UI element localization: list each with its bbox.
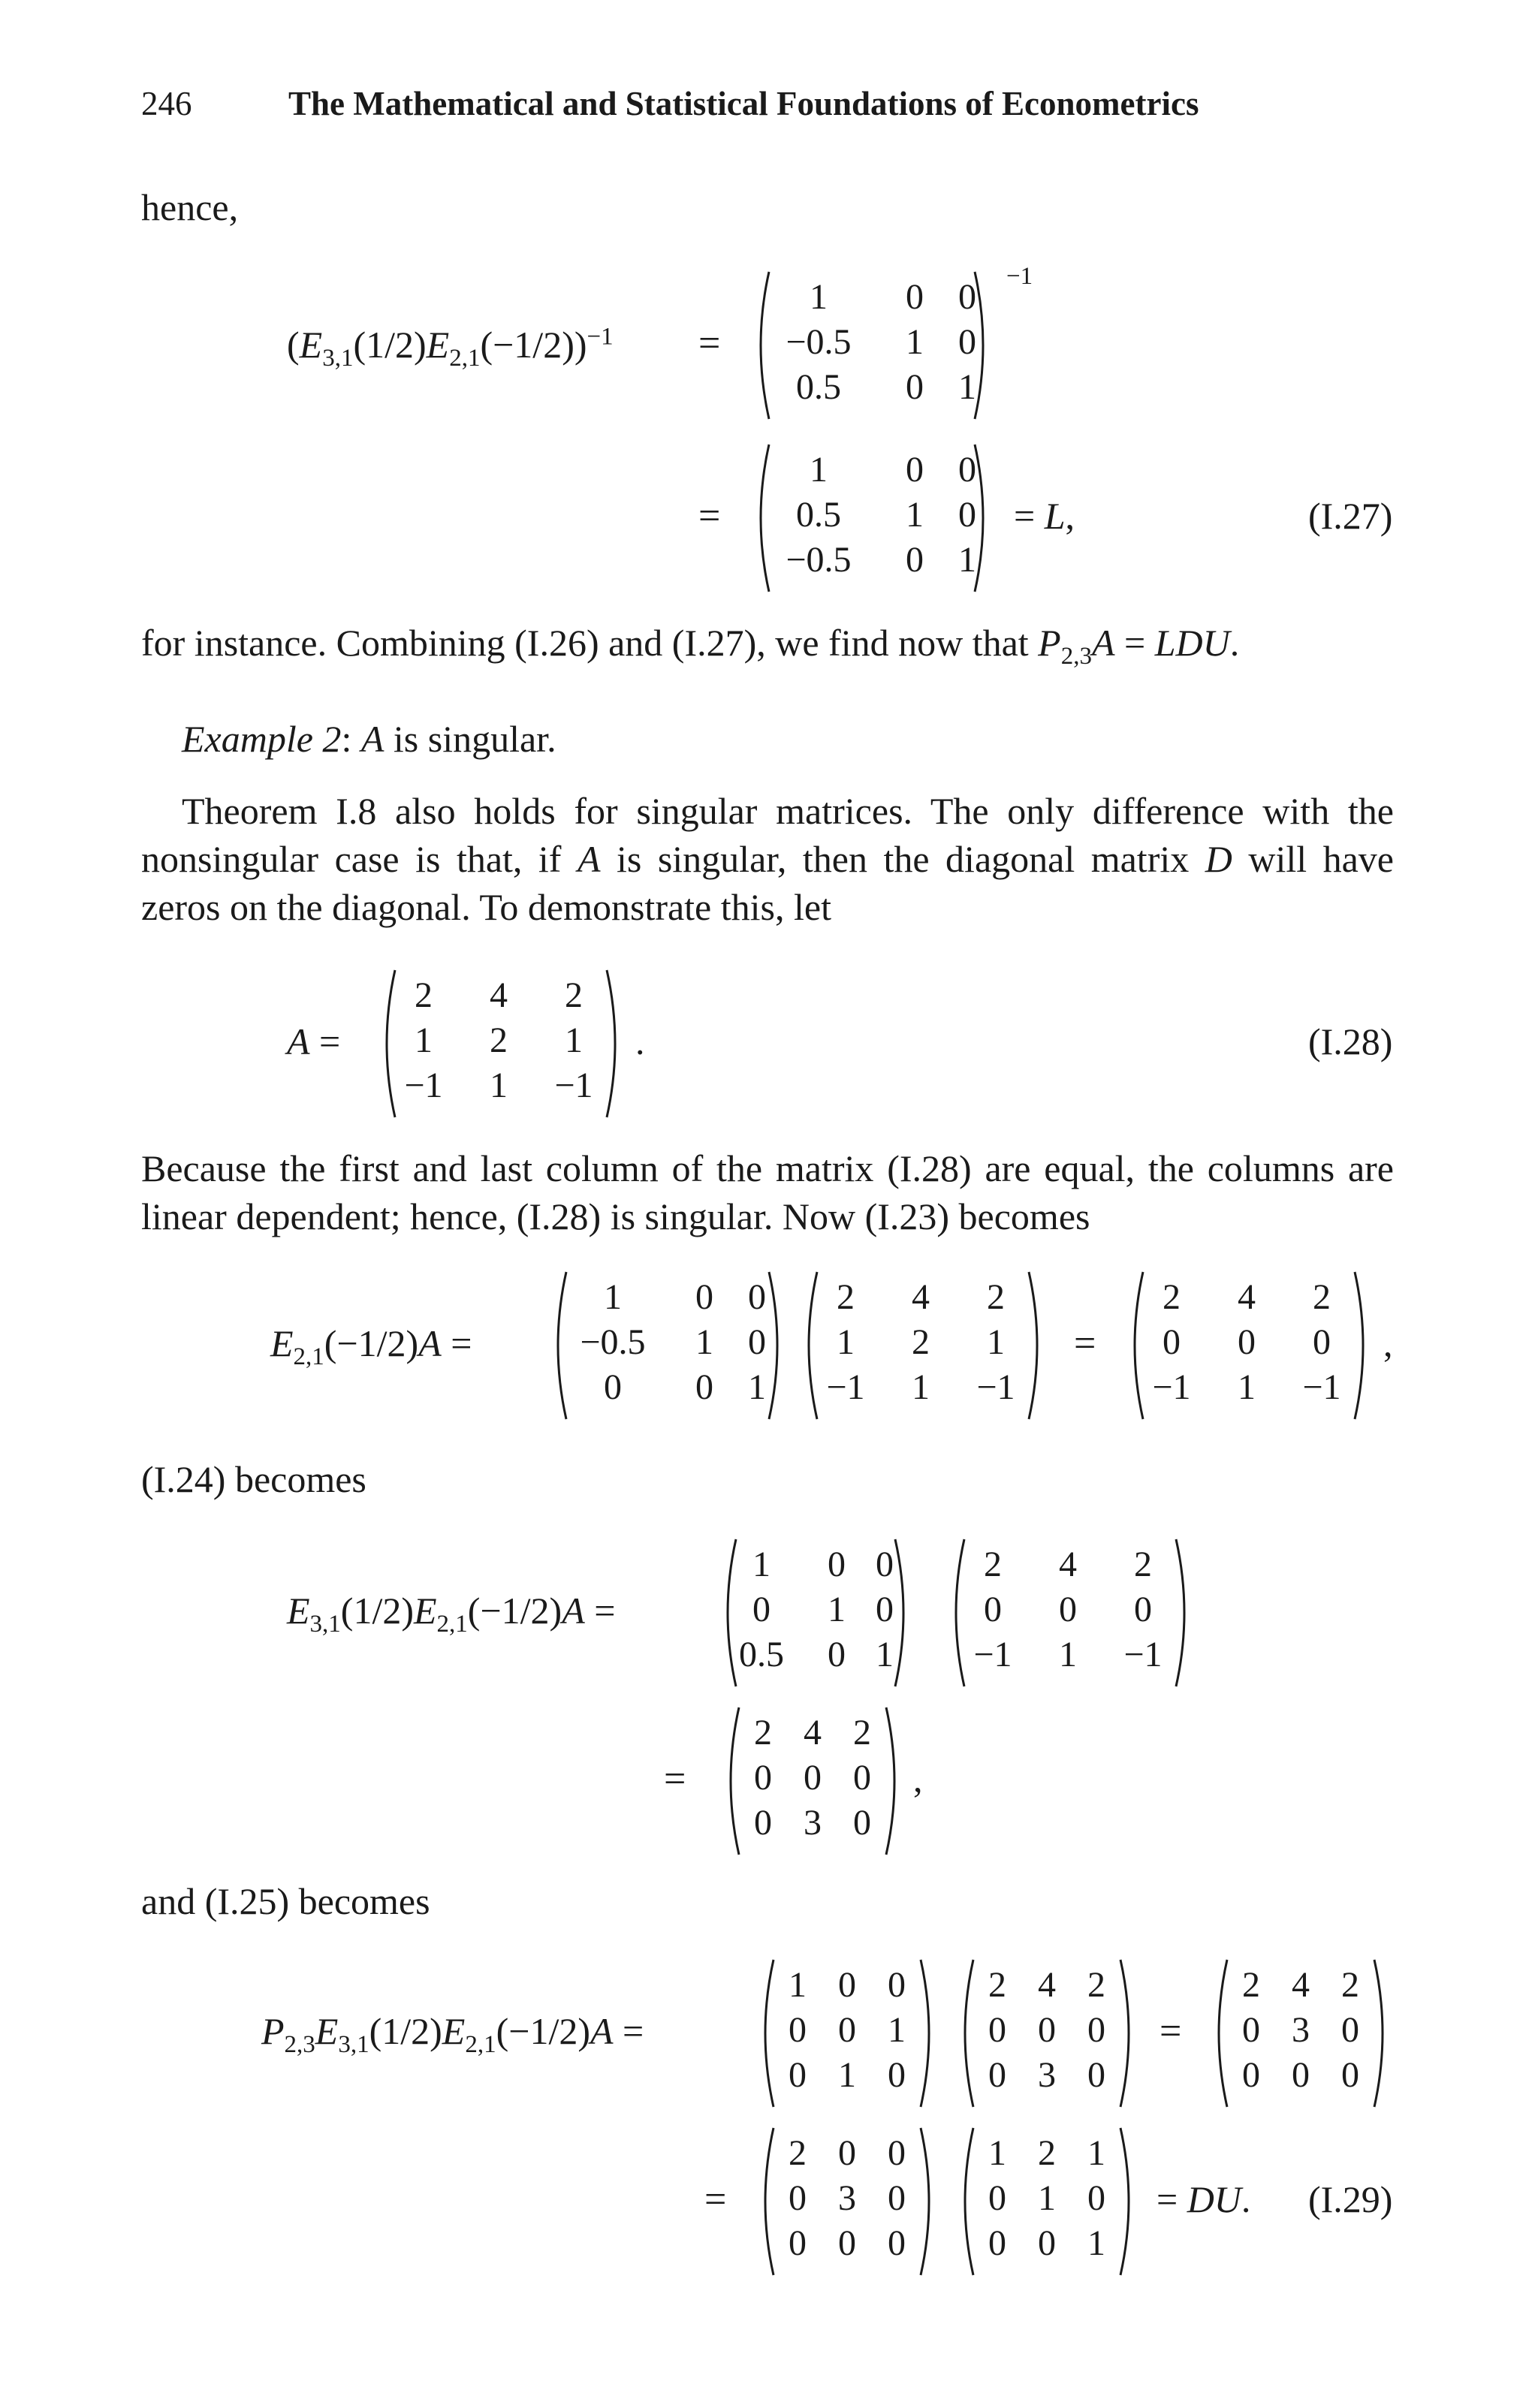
- matrix-cell: −1: [973, 1635, 1012, 1674]
- matrix-cell: −1: [404, 1065, 443, 1105]
- left-paren: [751, 443, 772, 593]
- equals-sign: =: [704, 2178, 727, 2221]
- matrix-cell: 0: [888, 1965, 906, 2005]
- matrix-cell: 0: [838, 1965, 856, 2005]
- running-title: The Mathematical and Statistical Foundations of Econometrics: [288, 85, 1199, 122]
- eq-rhs-L: = L,: [1014, 495, 1075, 537]
- matrix-cell: 2: [1134, 1545, 1152, 1584]
- matrix-e21: [548, 1270, 787, 1421]
- matrix-cell: 0: [1087, 2055, 1105, 2095]
- matrix-p23: [755, 1958, 939, 2108]
- matrix-cell: 0: [876, 1590, 894, 1629]
- matrix-cell: 1: [876, 1635, 894, 1674]
- inline-math-plu: $P_{2,3}A$ = LDU.: [1038, 622, 1240, 670]
- matrix-cell: 4: [1038, 1965, 1056, 2005]
- matrix-cell: 2: [1341, 1965, 1359, 2005]
- eq-lhs-A: A =: [287, 1020, 341, 1062]
- matrix-cell: 2: [1087, 1965, 1105, 2005]
- matrix-cell: −0.5: [580, 1322, 646, 1362]
- theorem-line-3: zeros on the diagonal. To demonstrate this, let: [141, 886, 831, 928]
- matrix-r1: [946, 1538, 1194, 1688]
- matrix-cell: 4: [804, 1713, 822, 1753]
- matrix-cell: 1: [1059, 1635, 1077, 1674]
- matrix-cell: 1: [888, 2010, 906, 2050]
- matrix-cell: 0: [838, 2223, 856, 2263]
- matrix-cell: 2: [1313, 1277, 1331, 1317]
- eq-lhs-p23e31e21a: $P_{2,3}E_{3,1}(1/2)E_{2,1}(-1/2)A$ =: [261, 2010, 644, 2058]
- matrix-cell: 0: [789, 2055, 807, 2095]
- matrix-cell: −0.5: [786, 322, 852, 362]
- matrix-cell: 2: [1038, 2133, 1056, 2173]
- matrix-cell: 0: [1242, 2055, 1260, 2095]
- matrix-cell: 4: [490, 975, 508, 1015]
- theorem-line-2: nonsingular case is that, if A is singular, then the diagonal matrix D will have: [141, 838, 1394, 880]
- matrix-cell: 2: [1163, 1277, 1181, 1317]
- matrix-cell: 0: [906, 277, 924, 317]
- matrix-cell: 3: [804, 1803, 822, 1843]
- matrix-cell: 2: [490, 1020, 508, 1060]
- matrix-cell: 1: [789, 1965, 807, 2005]
- matrix-cell: 0: [906, 450, 924, 490]
- matrix-cell: 0: [748, 1277, 766, 1317]
- matrix-cell: 0: [695, 1367, 713, 1407]
- matrix-cell: 2: [1242, 1965, 1260, 2005]
- eq-lhs-e31e21a: $E_{3,1}(1/2)E_{2,1}(-1/2)A$ =: [287, 1590, 616, 1638]
- matrix-cell: 0: [958, 277, 976, 317]
- equation-number: (I.28): [1308, 1020, 1393, 1062]
- matrix-cell: 0: [988, 2010, 1006, 2050]
- matrix-cell: 0: [789, 2178, 807, 2218]
- matrix-cell: 2: [912, 1322, 930, 1362]
- matrix-cell: 1: [988, 2133, 1006, 2173]
- matrix-cell: 1: [604, 1277, 622, 1317]
- matrix-cell: −1: [554, 1065, 593, 1105]
- matrix-cell: 0: [958, 495, 976, 535]
- left-paren: [751, 270, 772, 420]
- matrix-cell: 1: [752, 1545, 771, 1584]
- matrix-r2: [955, 1958, 1138, 2108]
- matrix-cell: 0: [804, 1758, 822, 1798]
- comma: ,: [913, 1758, 923, 1800]
- matrix-cell: 0: [906, 367, 924, 407]
- matrix-cell: 0: [888, 2223, 906, 2263]
- matrix-cell: 1: [810, 450, 828, 490]
- matrix-cell: 1: [490, 1065, 508, 1105]
- matrix-cell: 0: [1313, 1322, 1331, 1362]
- eq-rhs-du: = DU.: [1157, 2178, 1251, 2220]
- matrix-cell: 0: [853, 1758, 871, 1798]
- matrix-cell: 0: [1292, 2055, 1310, 2095]
- matrix-cell: 4: [1059, 1545, 1077, 1584]
- equals-sign: =: [1160, 2010, 1182, 2053]
- matrix-cell: 1: [906, 495, 924, 535]
- matrix-e31: [718, 1538, 913, 1688]
- matrix-cell: 0: [876, 1545, 894, 1584]
- matrix-cell: 1: [958, 367, 976, 407]
- equation-number: (I.29): [1308, 2178, 1393, 2220]
- example-label: Example 2: [182, 718, 342, 760]
- matrix-cell: 0: [1238, 1322, 1256, 1362]
- matrix-cell: 1: [958, 540, 976, 580]
- matrix-cell: 1: [565, 1020, 583, 1060]
- matrix-A: [799, 1270, 1047, 1421]
- matrix-cell: −1: [1152, 1367, 1191, 1407]
- matrix-r2: [721, 1706, 904, 1856]
- matrix-cell: 1: [828, 1590, 846, 1629]
- matrix-cell: 0: [1163, 1322, 1181, 1362]
- eq-lhs-inverse: $(E_{3,1}(1/2)E_{2,1}(-1/2))^{-1}$: [287, 323, 614, 372]
- sentence-text: for instance. Combining (I.26) and (I.27), we find now that: [141, 622, 1039, 664]
- text-hence: hence,: [141, 186, 239, 228]
- text-for-instance: [141, 619, 1240, 670]
- matrix-cell: 0: [838, 2010, 856, 2050]
- matrix-D: [755, 2126, 939, 2277]
- matrix-cell: 1: [906, 322, 924, 362]
- matrix-cell: 1: [912, 1367, 930, 1407]
- matrix-cell: −1: [976, 1367, 1015, 1407]
- matrix-cell: −1: [826, 1367, 865, 1407]
- matrix-cell: 1: [1087, 2133, 1105, 2173]
- matrix-cell: 0: [838, 2133, 856, 2173]
- matrix-cell: 0: [888, 2178, 906, 2218]
- matrix-cell: 0: [958, 322, 976, 362]
- matrix-r1: [1125, 1270, 1373, 1421]
- equals-sign: =: [698, 495, 721, 538]
- matrix-A: [377, 969, 625, 1119]
- matrix-cell: 0.5: [796, 495, 841, 535]
- matrix-cell: 0: [1087, 2010, 1105, 2050]
- matrix-cell: 0: [828, 1545, 846, 1584]
- example-heading: Example 2: A is singular.: [182, 718, 556, 760]
- matrix-cell: −1: [1123, 1635, 1163, 1674]
- matrix-cell: 0: [958, 450, 976, 490]
- matrix-cell: 1: [415, 1020, 433, 1060]
- matrix-cell: 0: [1341, 2055, 1359, 2095]
- equation-number: (I.27): [1308, 495, 1393, 537]
- matrix-cell: 0: [752, 1590, 771, 1629]
- matrix-cell: 0: [1059, 1590, 1077, 1629]
- matrix-cell: 1: [810, 277, 828, 317]
- matrix-cell: 2: [987, 1277, 1005, 1317]
- matrix-m1: [751, 270, 993, 420]
- matrix-cell: 0: [1242, 2010, 1260, 2050]
- matrix-cell: 0: [1038, 2223, 1056, 2263]
- equals-sign: =: [1074, 1322, 1096, 1365]
- matrix-cell: 0: [695, 1277, 713, 1317]
- matrix-cell: 1: [1038, 2178, 1056, 2218]
- matrix-cell: 0: [1134, 1590, 1152, 1629]
- matrix-cell: 1: [838, 2055, 856, 2095]
- matrix-cell: 0: [853, 1803, 871, 1843]
- matrix-cell: 2: [789, 2133, 807, 2173]
- matrix-cell: 3: [1292, 2010, 1310, 2050]
- equals-sign: =: [664, 1758, 686, 1801]
- matrix-cell: 0: [604, 1367, 622, 1407]
- matrix-cell: 2: [565, 975, 583, 1015]
- matrix-cell: 1: [987, 1322, 1005, 1362]
- matrix-cell: 0: [888, 2055, 906, 2095]
- matrix-cell: 0: [754, 1758, 772, 1798]
- matrix-cell: 0: [888, 2133, 906, 2173]
- matrix-r3: [1209, 1958, 1392, 2108]
- matrix-cell: 0: [789, 2010, 807, 2050]
- matrix-cell: 0: [988, 2178, 1006, 2218]
- matrix-cell: 0: [754, 1803, 772, 1843]
- matrix-cell: 1: [1087, 2223, 1105, 2263]
- because-line-2: linear dependent; hence, (I.28) is singular. Now (I.23) becomes: [141, 1195, 1090, 1237]
- theorem-line-1: Theorem I.8 also holds for singular matrices. The only difference with the: [182, 790, 1394, 832]
- page-number: 246: [141, 85, 192, 122]
- matrix-cell: 0: [1087, 2178, 1105, 2218]
- matrix-cell: 2: [988, 1965, 1006, 2005]
- matrix-cell: 4: [912, 1277, 930, 1317]
- eq-lhs-e21a: $E_{2,1}(-1/2)A$ =: [270, 1322, 472, 1370]
- equals-sign: =: [698, 322, 721, 365]
- matrix-cell: 0: [1341, 2010, 1359, 2050]
- left-paren: [548, 1270, 569, 1421]
- matrix-cell: 3: [838, 2178, 856, 2218]
- matrix-cell: 2: [754, 1713, 772, 1753]
- text-i24-becomes: (I.24) becomes: [141, 1458, 366, 1500]
- matrix-cell: 1: [748, 1367, 766, 1407]
- matrix-cell: 0: [1038, 2010, 1056, 2050]
- matrix-cell: 1: [1238, 1367, 1256, 1407]
- text-i25-becomes: and (I.25) becomes: [141, 1880, 430, 1922]
- matrix-cell: 2: [853, 1713, 871, 1753]
- matrix-cell: 0: [988, 2223, 1006, 2263]
- matrix-cell: 0: [789, 2223, 807, 2263]
- matrix-cell: 0: [828, 1635, 846, 1674]
- matrix-cell: 2: [984, 1545, 1002, 1584]
- matrix-cell: 4: [1238, 1277, 1256, 1317]
- matrix-cell: 1: [837, 1322, 855, 1362]
- matrix-cell: 4: [1292, 1965, 1310, 2005]
- matrix-cell: 0.5: [796, 367, 841, 407]
- comma: ,: [1383, 1322, 1393, 1364]
- because-line-1: Because the first and last column of the matrix (I.28) are equal, the columns are: [141, 1147, 1394, 1189]
- matrix-U: [955, 2126, 1138, 2277]
- matrix-cell: 2: [415, 975, 433, 1015]
- matrix-m2: [751, 443, 993, 593]
- matrix-cell: 3: [1038, 2055, 1056, 2095]
- inverse-superscript: −1: [1006, 263, 1033, 290]
- matrix-cell: 0: [906, 540, 924, 580]
- matrix-cell: 1: [695, 1322, 713, 1362]
- matrix-cell: 0: [984, 1590, 1002, 1629]
- matrix-cell: 0.5: [739, 1635, 784, 1674]
- matrix-cell: 2: [837, 1277, 855, 1317]
- period: .: [635, 1020, 645, 1062]
- matrix-cell: 0: [988, 2055, 1006, 2095]
- matrix-cell: −1: [1302, 1367, 1341, 1407]
- matrix-cell: 0: [748, 1322, 766, 1362]
- matrix-cell: −0.5: [786, 540, 852, 580]
